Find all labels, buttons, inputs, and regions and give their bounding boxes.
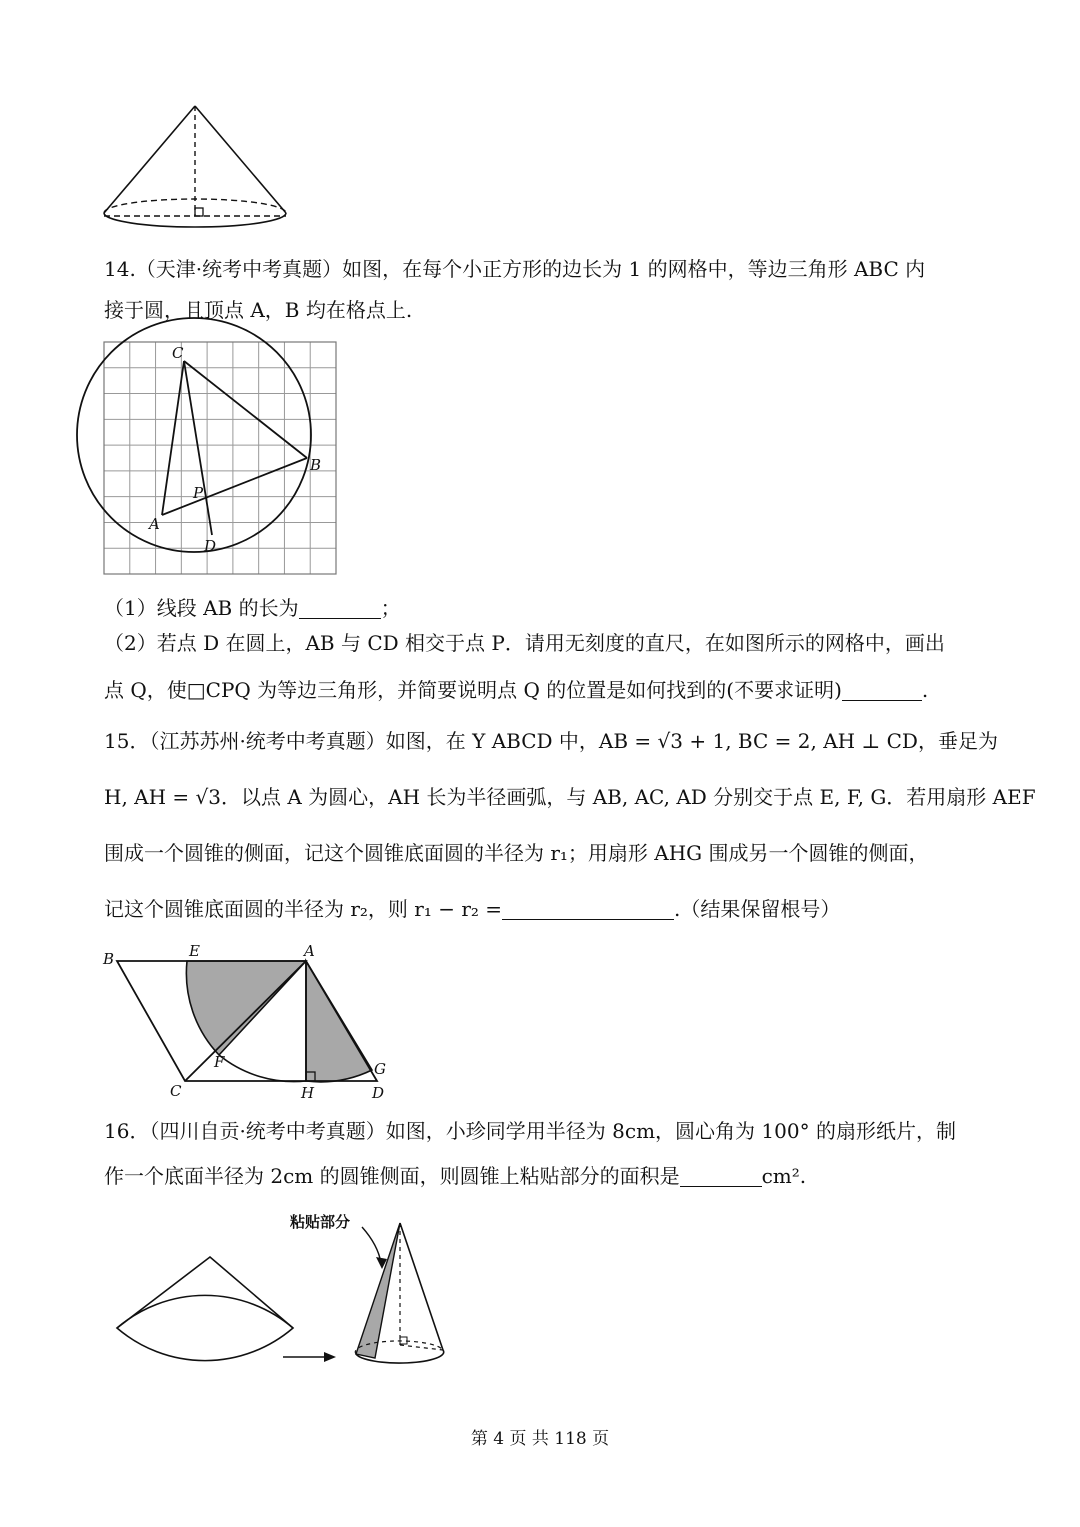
answer-blank-4[interactable] (680, 1166, 762, 1187)
q14-part2-suffix: . (921, 678, 929, 702)
q15-line3: 围成一个圆锥的侧面，记这个圆锥底面圆的半径为 r₁；用扇形 AHG 围成另一个圆锥的侧面， (104, 841, 929, 865)
q15-line2: H, AH = √3．以点 A 为圆心，AH 长为半径画弧，与 AB, AC, AD 分别交于点 E, F, G．若用扇形 AEF (104, 785, 1036, 809)
q15-line4-prefix: 记这个圆锥底面圆的半径为 r₂，则 r₁ − r₂ = (104, 897, 503, 921)
q14-part1-prefix: （1）线段 AB 的长为 (104, 596, 299, 620)
label-G: G (374, 1060, 386, 1078)
q14-part2-line1: （2）若点 D 在圆上，AB 与 CD 相交于点 P．请用无刻度的直尺，在如图所示的网格中，画出 (104, 631, 945, 655)
label-B: B (103, 950, 115, 968)
label-F: F (214, 1053, 225, 1071)
label-B: B (310, 456, 322, 474)
q14-line1: 14.（天津·统考中考真题）如图，在每个小正方形的边长为 1 的网格中，等边三角形 ABC 内 (104, 257, 926, 281)
paste-label: 粘贴部分 (290, 1213, 351, 1231)
q16-line1: 16．（四川自贡·统考中考真题）如图，小珍同学用半径为 8cm，圆心角为 100° 的扇形纸片，制 (104, 1119, 956, 1143)
q14-part1 (104, 594, 401, 622)
grid-circle-figure (100, 338, 340, 578)
sector-cone-figure (100, 1205, 480, 1385)
label-A: A (304, 942, 315, 960)
page-footer: 第 4 页 共 118 页 (470, 1429, 610, 1449)
label-H: H (301, 1084, 315, 1102)
q15-line4-suffix: .（结果保留根号） (674, 897, 841, 921)
answer-blank-1[interactable] (299, 598, 381, 619)
q14-part1-suffix: ； (380, 596, 401, 620)
answer-blank-3[interactable] (502, 899, 674, 920)
answer-blank-2[interactable] (842, 680, 922, 701)
q16-line2 (104, 1162, 806, 1190)
cone-figure-top (100, 100, 300, 240)
q16-line2-suffix: cm². (761, 1164, 807, 1188)
q16-line2-prefix: 作一个底面半径为 2cm 的圆锥侧面，则圆锥上粘贴部分的面积是 (104, 1164, 680, 1188)
label-D: D (204, 537, 217, 555)
q14-part2-line2-text: 点 Q，使□CPQ 为等边三角形，并简要说明点 Q 的位置是如何找到的(不要求证明) (104, 678, 842, 702)
parallelogram-figure (100, 940, 400, 1100)
q14-line2: 接于圆，且顶点 A，B 均在格点上. (104, 298, 413, 322)
label-P: P (193, 484, 204, 502)
label-A: A (149, 515, 160, 533)
q15-line4 (104, 895, 840, 923)
label-C: C (170, 1082, 182, 1100)
q14-part2-line2 (104, 676, 928, 704)
label-E: E (189, 942, 200, 960)
label-D: D (372, 1084, 385, 1102)
q15-line1: 15．（江苏苏州·统考中考真题）如图，在 Y ABCD 中，AB = √3 + 1, BC = 2, AH ⊥ CD，垂足为 (104, 729, 998, 753)
label-C: C (172, 344, 184, 362)
